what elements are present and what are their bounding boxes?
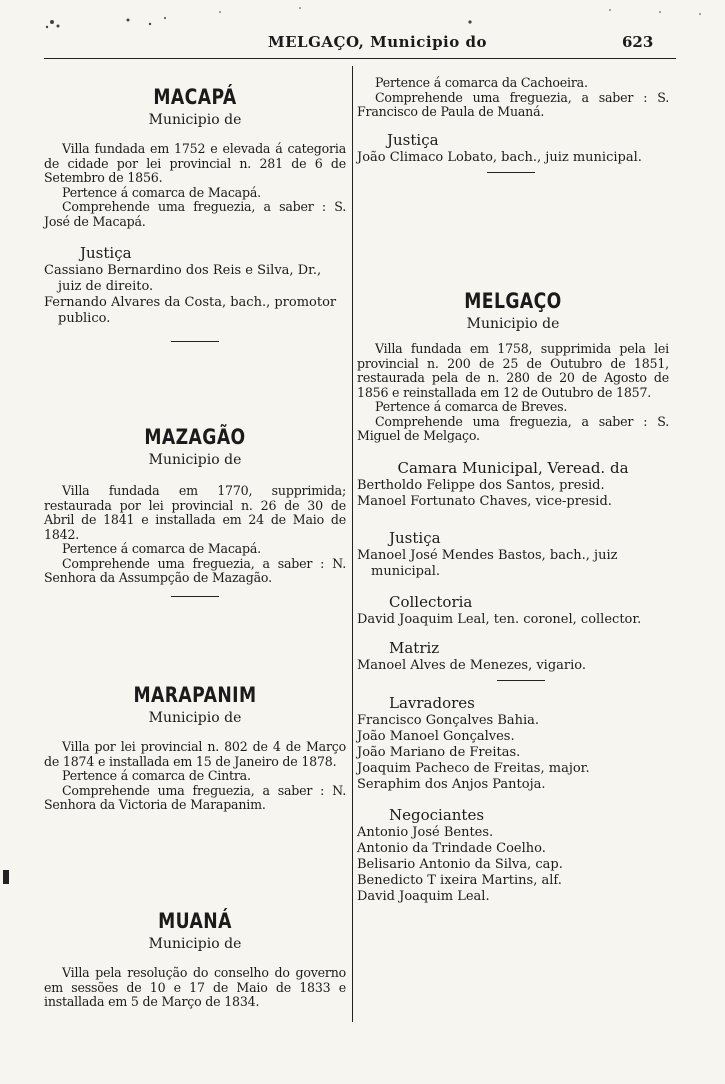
entry: João Manoel Gonçalves. [357, 728, 515, 744]
subsection-label: Collectoria [389, 592, 473, 611]
paragraph: Villa fundada em 1752 e elevada á categoria de cidade por lei provincial n. 281 de 6 de Setembro de 1856. [44, 141, 346, 185]
paragraph: Comprehende uma freguezia, a saber : N. Senhora da Assumpção de Mazagão. [44, 555, 346, 585]
entry: Cassiano Bernardino dos Reis e Silva, Dr., juiz de direito. [44, 263, 322, 294]
section-rule [171, 341, 219, 342]
entry: Francisco Gonçalves Bahia. [357, 712, 540, 728]
paragraph: Comprehende uma freguezia, a saber : S. José de Macapá. [44, 199, 346, 229]
section-subheading: Municipio de [148, 936, 242, 952]
column-divider [352, 66, 353, 1022]
subsection-label: Camara Municipal, Veread. da [397, 458, 629, 477]
section-mazagao [44, 424, 346, 597]
page-number: 623 [622, 33, 654, 51]
entry: David Joaquim Leal. [357, 888, 490, 904]
header-rule [44, 58, 676, 59]
section-heading: MUANÁ [158, 909, 232, 933]
section-heading: MARAPANIM [133, 683, 257, 707]
section-heading: MELGAÇO [464, 289, 562, 313]
entry: Manoel Alves de Menezes, vigario. [357, 657, 587, 673]
paragraph: Villa fundada em 1770, supprimida; restaurada por lei provincial n. 26 de 30 de Abril de 1841 e installada em 24 de Maio de 1842. [44, 483, 346, 542]
subsection-label: Justiça [387, 130, 439, 149]
running-title [268, 33, 487, 51]
entry: Seraphim dos Anjos Pantoja. [357, 776, 546, 792]
paragraph: Comprehende uma freguezia, a saber : S. Miguel de Melgaço. [357, 413, 669, 443]
section-rule [171, 596, 219, 597]
section-muana [44, 908, 346, 1010]
entry: Belisario Antonio da Silva, cap. [357, 856, 563, 872]
section-muana-continued [357, 76, 669, 173]
entry: Manoel José Mendes Bastos, bach., juiz municipal. [357, 547, 618, 579]
section-subheading: Municipio de [148, 112, 242, 128]
section-rule [487, 172, 535, 173]
margin-mark [3, 870, 9, 884]
section-subheading: Municipio de [148, 710, 242, 726]
entry: David Joaquim Leal, ten. coronel, collector. [357, 611, 642, 627]
scan-noise [0, 0, 725, 30]
section-heading: MAZAGÃO [144, 425, 246, 449]
subsection-label: Justiça [389, 528, 441, 547]
section-melgaco [357, 288, 669, 905]
paragraph: Pertence á comarca de Macapá. [62, 541, 261, 556]
subsection-label: Lavradores [389, 693, 475, 712]
section-marapanim [44, 682, 346, 813]
paragraph: Pertence á comarca da Cachoeira. [375, 75, 588, 90]
section-subheading: Municipio de [148, 452, 242, 468]
paragraph: Pertence á comarca de Cintra. [62, 768, 251, 783]
entry: Joaquim Pacheco de Freitas, major. [357, 760, 590, 776]
section-heading: MACAPÁ [153, 85, 237, 109]
entry: Fernando Alvares da Costa, bach., promotor publico. [44, 295, 337, 326]
entry: João Mariano de Freitas. [357, 744, 521, 760]
paragraph: Pertence á comarca de Macapá. [62, 184, 261, 200]
paragraph: Villa por lei provincial n. 802 de 4 de Março de 1874 e installada em 15 de Janeiro de 1878. [44, 739, 346, 769]
section-subheading: Municipio de [466, 316, 560, 332]
paragraph: Villa fundada em 1758, supprimida pela lei provincial n. 200 de 25 de Outubro de 1851, restaurada pela de n. 280 de 20 de Agosto de 1856 e reinstallada em 12 de Outubro de 1857. [357, 341, 669, 400]
entry: Bertholdo Felippe dos Santos, presid. [357, 477, 605, 493]
page-header [0, 30, 725, 54]
section-macapa [44, 84, 346, 342]
running-title-place: MELGAÇO, [268, 33, 365, 51]
paragraph: Pertence á comarca de Breves. [375, 399, 568, 414]
subsection-label: Justiça [80, 244, 132, 262]
running-title-sub: Municipio do [370, 33, 487, 51]
paragraph: Comprehende uma freguezia, a saber : N. Senhora da Victoria de Marapanim. [44, 782, 346, 812]
entry: Manoel Fortunato Chaves, vice-presid. [357, 493, 612, 509]
entry: Benedicto T ixeira Martins, alf. [357, 872, 562, 888]
paragraph: Comprehende uma freguezia, a saber : S. Francisco de Paula de Muaná. [357, 89, 669, 119]
paragraph: Villa pela resolução do conselho do governo em sessões de 10 e 17 de Maio de 1833 e installada em 5 de Março de 1834. [44, 965, 346, 1009]
entry: Antonio da Trindade Coelho. [357, 840, 546, 856]
entry: João Climaco Lobato, bach., juiz municipal. [357, 149, 642, 165]
entry: Antonio José Bentes. [357, 824, 494, 840]
subsection-label: Negociantes [389, 805, 485, 824]
subsection-label: Matriz [389, 638, 440, 657]
